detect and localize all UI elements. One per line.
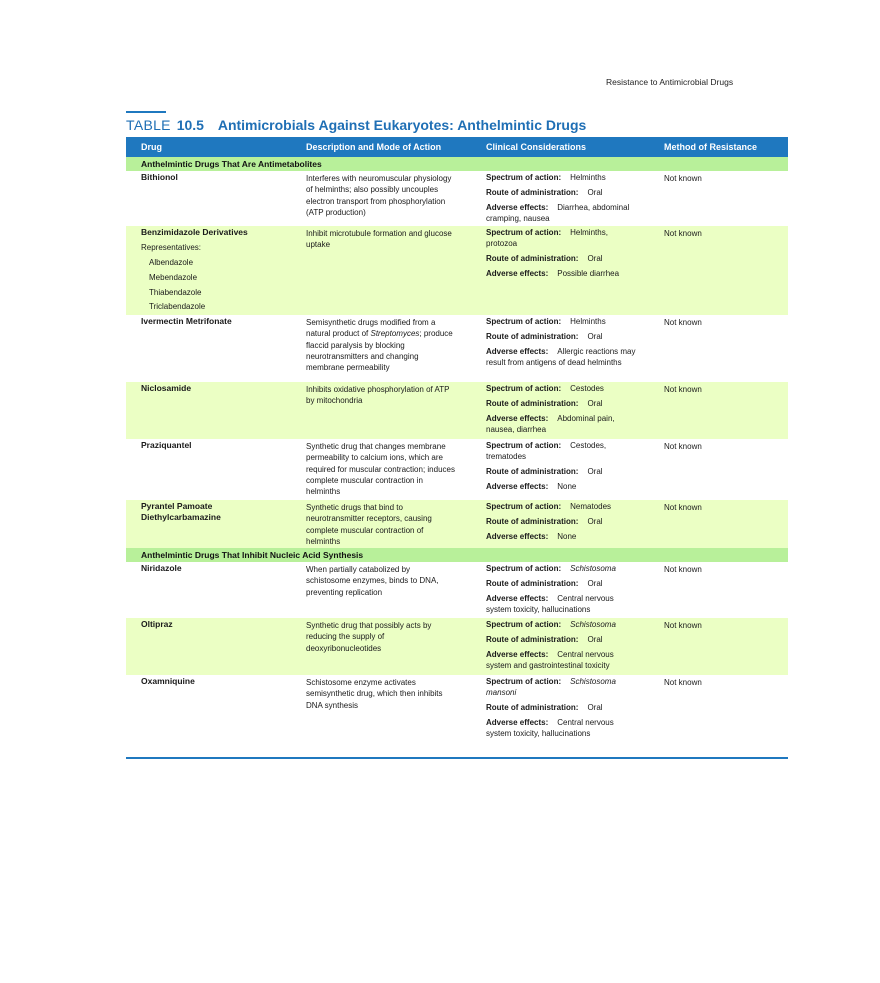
resistance: Not known: [664, 385, 702, 394]
resistance: Not known: [664, 503, 702, 512]
drug-name: Oltipraz: [141, 619, 173, 629]
clinical-considerations: Spectrum of action: Schistosoma mansoni Route of administration: Oral Adverse effects: Central nervous system toxicity, hallucinations: [486, 677, 616, 739]
table-row: [126, 618, 788, 675]
drug-description: When partially catabolized by schistosome enzymes, binds to DNA, preventing replication: [306, 565, 439, 597]
col-header-description: Description and Mode of Action: [306, 142, 442, 152]
drug-description: Synthetic drug that possibly acts by reducing the supply of deoxyribonucleotides: [306, 621, 432, 653]
drug-name: Pyrantel Pamoate: [141, 501, 213, 511]
drug-description: Synthetic drugs that bind to neurotransmitter receptors, causing complete muscular contraction of helminths: [306, 503, 432, 546]
table-label: TABLE: [126, 117, 171, 133]
col-header-clinical: Clinical Considerations: [486, 142, 587, 152]
clinical-considerations: Spectrum of action: Helminths, protozoa Route of administration: Oral Adverse effects: Possible diarrhea: [486, 228, 620, 278]
table-row: [126, 382, 788, 439]
title-rule: [126, 111, 166, 113]
table-row: [126, 315, 788, 382]
table-row: [126, 226, 788, 315]
representative-item: Mebendazole: [149, 272, 198, 282]
drug-description: Semisynthetic drugs modified from a natural product of Streptomyces; produce flaccid paralysis by blocking neurotransmitters and changing membrane permeability: [306, 318, 453, 373]
clinical-considerations: Spectrum of action: Helminths Route of administration: Oral Adverse effects: Allergic reactions may result from antigens of dead helminths: [486, 317, 636, 367]
resistance: Not known: [664, 318, 702, 327]
resistance: Not known: [664, 442, 702, 451]
drug-table: [126, 137, 788, 741]
drug-name: Niridazole: [141, 563, 182, 573]
clinical-considerations: Spectrum of action: Schistosoma Route of administration: Oral Adverse effects: Central nervous system toxicity, hallucinations: [486, 564, 616, 614]
drug-name: Niclosamide: [141, 383, 192, 393]
drug-description: Inhibit microtubule formation and glucose uptake: [306, 229, 452, 250]
section-header-nucleic-acid: Anthelmintic Drugs That Inhibit Nucleic Acid Synthesis: [126, 548, 788, 562]
resistance: Not known: [664, 678, 702, 687]
representatives-label: Representatives:: [141, 243, 202, 253]
clinical-considerations: Spectrum of action: Cestodes Route of administration: Oral Adverse effects: Abdominal pain, nausea, diarrhea: [486, 384, 615, 434]
running-header: Resistance to Antimicrobial Drugs: [606, 77, 734, 87]
drug-name: Diethylcarbamazine: [141, 512, 221, 523]
col-header-resistance: Method of Resistance: [664, 142, 758, 152]
drug-name: Ivermectin Metrifonate: [141, 316, 232, 326]
drug-name: Praziquantel: [141, 440, 192, 450]
section-header-antimetabolites: Anthelmintic Drugs That Are Antimetabolites: [126, 157, 788, 171]
clinical-considerations: Spectrum of action: Helminths Route of administration: Oral Adverse effects: Diarrhea, abdominal cramping, nausea: [486, 173, 630, 223]
table-row: [126, 675, 788, 741]
resistance: Not known: [664, 565, 702, 574]
representative-item: Triclabendazole: [149, 302, 206, 312]
table-title: [126, 117, 586, 133]
table-row: [126, 500, 788, 548]
table-row: [126, 439, 788, 500]
drug-description: Inhibits oxidative phosphorylation of ATP by mitochondria: [306, 385, 450, 406]
table-header-row: [126, 137, 788, 157]
drug-description: Interferes with neuromuscular physiology of helminths; also possibly uncouples electron transport from phosphorylation (ATP production): [306, 174, 452, 217]
drug-name: Oxamniquine: [141, 676, 195, 686]
clinical-considerations: Spectrum of action: Cestodes, trematodes Route of administration: Oral Adverse effects: None: [486, 441, 607, 491]
resistance: Not known: [664, 174, 702, 183]
resistance: Not known: [664, 229, 702, 238]
table-title-text: Antimicrobials Against Eukaryotes: Anthelmintic Drugs: [217, 117, 587, 133]
clinical-considerations: Spectrum of action: Nematodes Route of administration: Oral Adverse effects: None: [486, 502, 612, 541]
representative-item: Thiabendazole: [149, 287, 202, 297]
table-bottom-rule: [126, 757, 788, 759]
table-row: [126, 562, 788, 618]
drug-description: Schistosome enzyme activates semisynthetic drug, which then inhibits DNA synthesis: [306, 678, 443, 710]
table-row: [126, 171, 788, 226]
clinical-considerations: Spectrum of action: Schistosoma Route of administration: Oral Adverse effects: Central nervous system and gastrointestinal toxicity: [486, 620, 616, 670]
drug-name: Bithionol: [141, 172, 178, 182]
table-number: 10.5: [176, 117, 204, 133]
representative-item: Albendazole: [149, 258, 194, 268]
resistance: Not known: [664, 621, 702, 630]
drug-description: Synthetic drug that changes membrane permeability to calcium ions, which are required for muscular contraction; induces complete muscular contraction in helminths: [306, 442, 455, 497]
col-header-drug: Drug: [141, 142, 162, 152]
drug-name: Benzimidazole Derivatives: [141, 227, 248, 237]
